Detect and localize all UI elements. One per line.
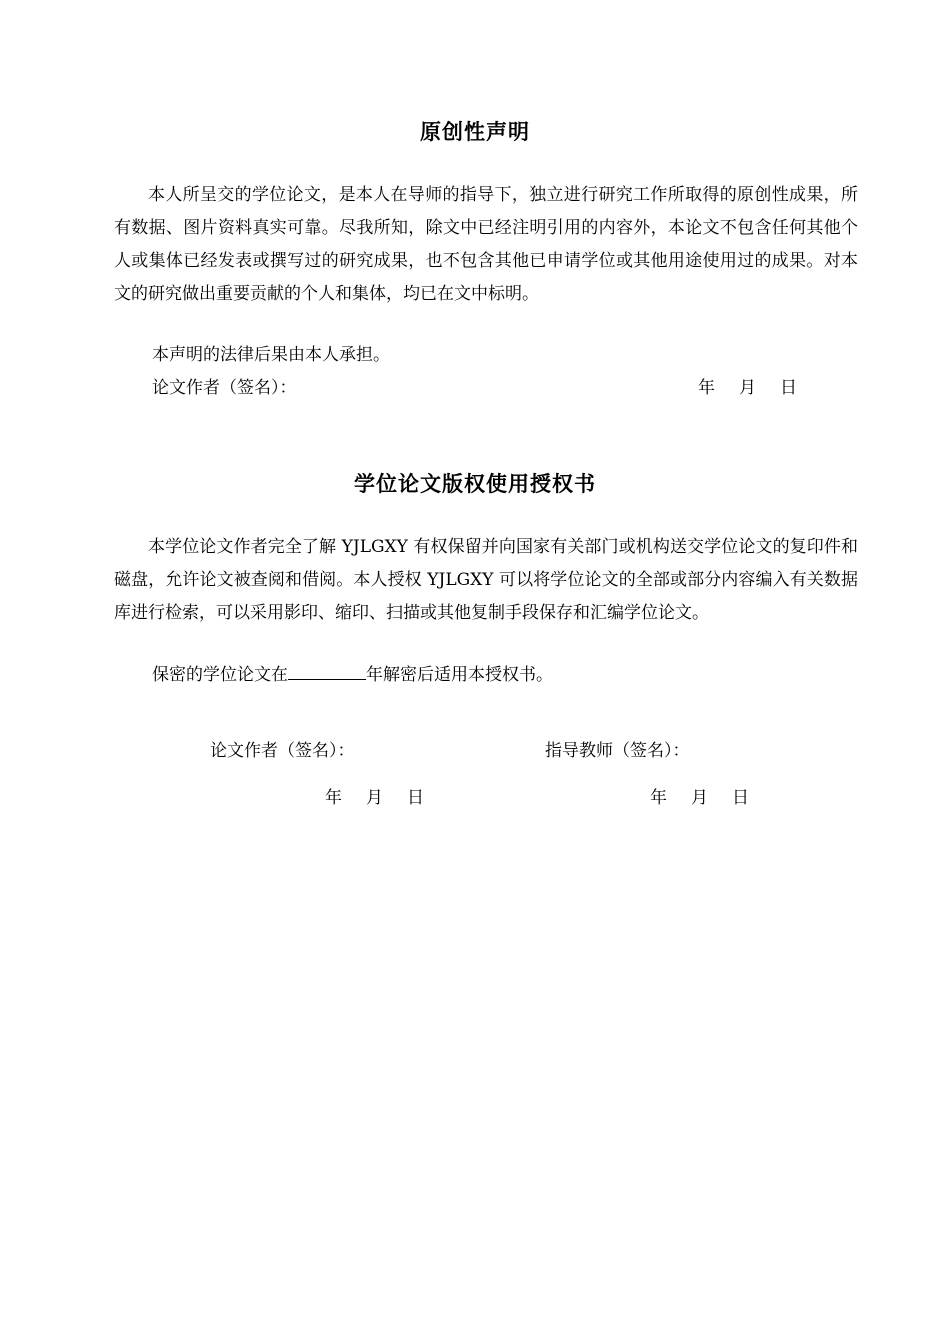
- date-year-label: 年: [698, 378, 715, 398]
- date-day-label: 日: [780, 378, 797, 398]
- originality-author-signature-label: 论文作者（签名）：: [152, 378, 297, 398]
- originality-date: [698, 377, 797, 399]
- date-year-label: 年: [325, 788, 342, 808]
- author-date: [325, 787, 424, 809]
- secrecy-suffix: 年解密后适用本授权书。: [366, 665, 553, 685]
- liability-statement: 本声明的法律后果由本人承担。: [152, 345, 390, 365]
- date-day-label: 日: [407, 788, 424, 808]
- advisor-date: [650, 787, 749, 809]
- date-day-label: 日: [732, 788, 749, 808]
- date-month-label: 月: [691, 788, 708, 808]
- copyright-title: 学位论文版权使用授权书: [354, 472, 596, 496]
- advisor-signature-label: 指导教师（签名）：: [545, 741, 690, 761]
- date-year-label: 年: [650, 788, 667, 808]
- copyright-paragraph: 本学位论文作者完全了解 YJLGXY 有权保留并向国家有关部门或机构送交学位论文的复印件和磁盘，允许论文被查阅和借阅。本人授权 YJLGXY 可以将学位论文的全部或部分内容编入有关数据库进行检索，可以采用影印、缩印、扫描或其他复制手段保存和汇编学位论文。: [114, 537, 858, 623]
- secrecy-statement: [152, 663, 553, 686]
- copyright-author-signature-label: 论文作者（签名）：: [210, 741, 355, 761]
- date-month-label: 月: [366, 788, 383, 808]
- secrecy-years-blank: [288, 663, 366, 680]
- originality-paragraph: 本人所呈交的学位论文，是本人在导师的指导下，独立进行研究工作所取得的原创性成果，所有数据、图片资料真实可靠。尽我所知，除文中已经注明引用的内容外，本论文不包含任何其他个人或集体已经发表或撰写过的研究成果，也不包含其他已申请学位或其他用途使用过的成果。对本文的研究做出重要贡献的个人和集体，均已在文中标明。: [114, 185, 858, 304]
- originality-title: 原创性声明: [420, 120, 530, 144]
- secrecy-prefix: 保密的学位论文在: [152, 665, 288, 685]
- date-month-label: 月: [739, 378, 756, 398]
